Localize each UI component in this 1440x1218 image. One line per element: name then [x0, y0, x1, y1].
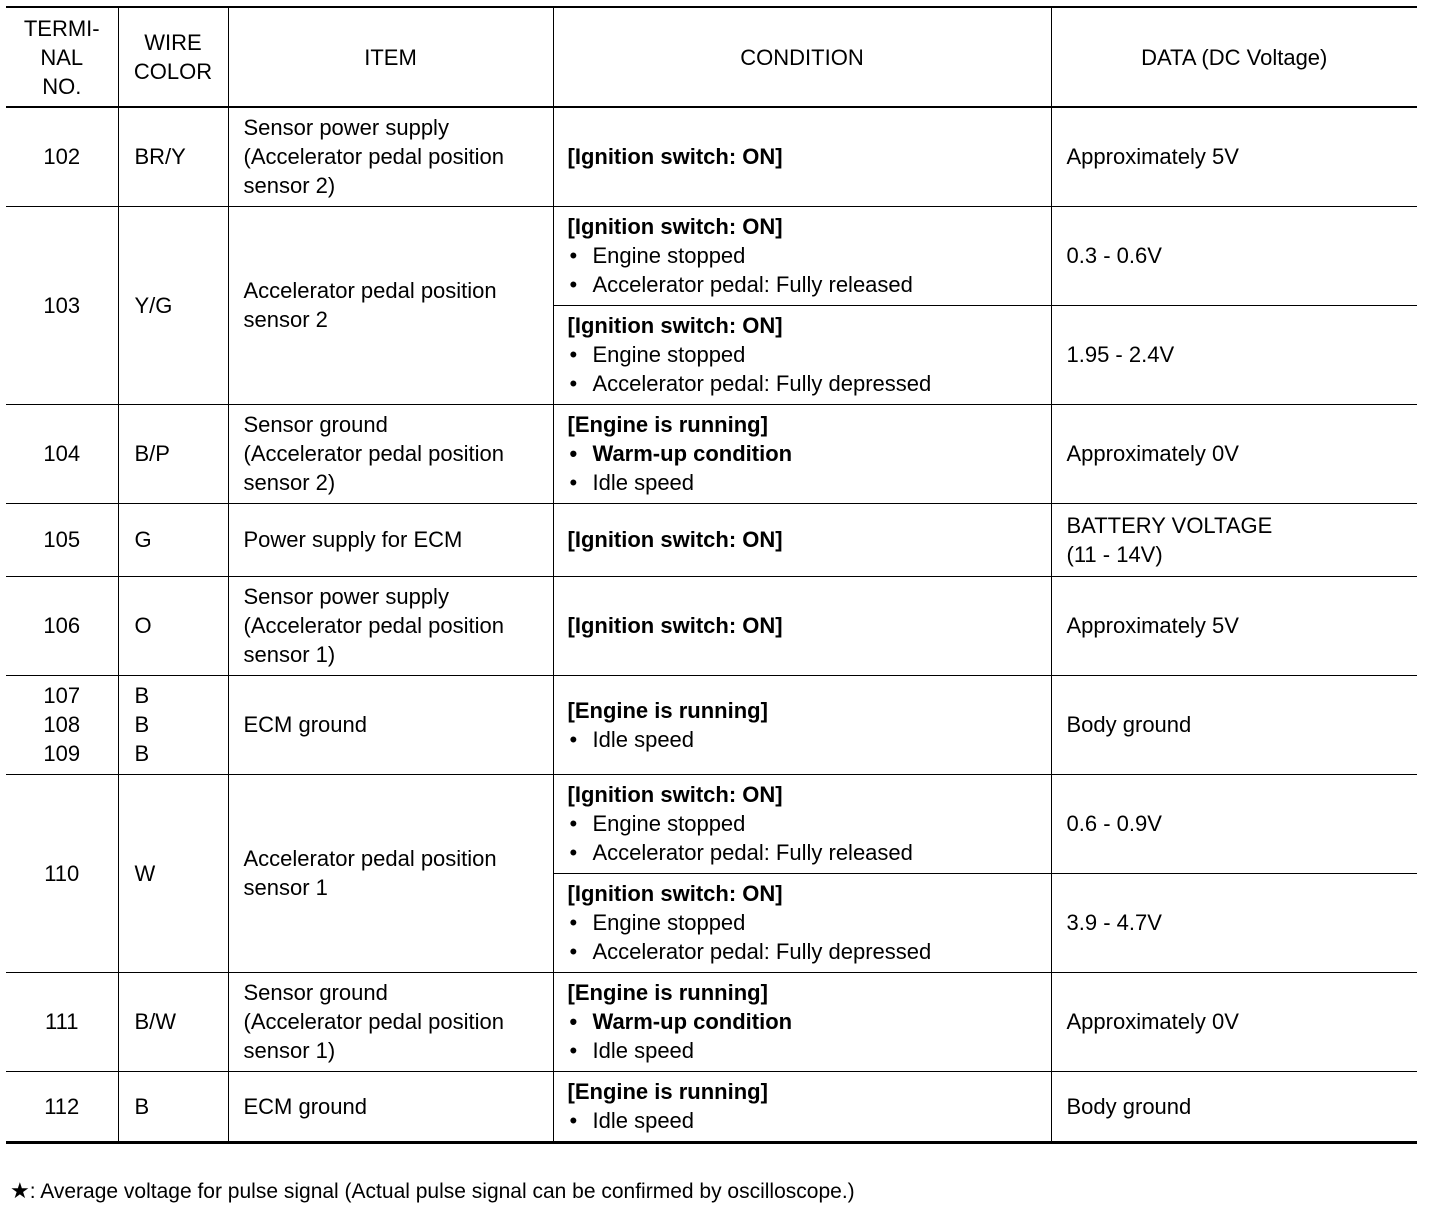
item-cell [228, 774, 553, 972]
dc-voltage-value: Approximately 5V [1066, 613, 1239, 638]
terminal-no: 110 [44, 860, 80, 886]
condition-heading: [Engine is running] [567, 697, 768, 723]
wire-color: O [134, 613, 152, 638]
data-cell [1051, 873, 1417, 972]
condition-item: • Idle speed [568, 1106, 1051, 1135]
condition-heading: [Engine is running] [567, 412, 768, 437]
condition-cell [553, 206, 1051, 305]
condition-list [568, 340, 1051, 398]
header-row [6, 7, 1417, 107]
star-icon: ★ [10, 1178, 30, 1203]
data-cell [1051, 503, 1417, 576]
item-text: Accelerator pedal position sensor 2 [243, 278, 497, 332]
item-text: ECM ground [243, 1093, 368, 1119]
item-cell [228, 206, 553, 404]
data-cell [1051, 972, 1417, 1071]
header-condition: CONDITION [553, 7, 1051, 107]
condition-item: • Accelerator pedal: Fully released [568, 838, 1051, 867]
wire-color: B/W [134, 1009, 177, 1034]
condition-item: • Accelerator pedal: Fully depressed [568, 937, 1051, 966]
header-data-dc-voltage: DATA (DC Voltage) [1051, 7, 1417, 107]
wire-color: Y/G [134, 292, 173, 318]
dc-voltage-value: Approximately 0V [1066, 441, 1239, 466]
condition-cell [553, 873, 1051, 972]
data-cell [1051, 576, 1417, 675]
dc-voltage-value: Approximately 5V [1066, 144, 1239, 170]
condition-item: • Engine stopped [568, 908, 1051, 937]
terminal-no-cell [6, 675, 118, 774]
condition-item: • Warm-up condition [568, 439, 1051, 468]
terminal-no: 106 [43, 613, 81, 638]
item-cell [228, 576, 553, 675]
condition-cell [553, 305, 1051, 404]
terminal-no-cell [6, 576, 118, 675]
dc-voltage-value: BATTERY VOLTAGE (11 - 14V) [1066, 512, 1273, 567]
condition-cell [553, 972, 1051, 1071]
data-cell [1051, 675, 1417, 774]
condition-heading: [Ignition switch: ON] [567, 881, 783, 906]
terminal-no-cell [6, 206, 118, 404]
footnote [10, 1176, 855, 1206]
terminal-no-cell [6, 107, 118, 206]
dc-voltage-value: 0.3 - 0.6V [1066, 243, 1162, 268]
condition-list [568, 908, 1051, 966]
terminal-no: 102 [43, 144, 81, 170]
condition-heading: [Ignition switch: ON] [567, 214, 783, 239]
condition-heading: [Ignition switch: ON] [567, 527, 783, 552]
condition-cell [553, 576, 1051, 675]
wire-color: B/P [134, 441, 170, 466]
wire-color-cell [118, 107, 228, 206]
terminal-no: 105 [43, 527, 81, 552]
condition-heading: [Engine is running] [567, 1079, 768, 1104]
condition-heading: [Ignition switch: ON] [567, 144, 783, 170]
condition-list [568, 1106, 1051, 1135]
terminal-no: 112 [44, 1093, 80, 1119]
condition-heading: [Ignition switch: ON] [567, 313, 783, 338]
header-item: ITEM [228, 7, 553, 107]
condition-item: • Idle speed [568, 725, 1051, 754]
condition-list [568, 241, 1051, 299]
table-row [6, 576, 1417, 675]
terminal-no-cell [6, 972, 118, 1071]
condition-item: • Engine stopped [568, 241, 1051, 270]
item-text: Power supply for ECM [243, 527, 463, 552]
dc-voltage-value: 0.6 - 0.9V [1066, 811, 1162, 836]
data-cell [1051, 1071, 1417, 1142]
condition-cell [553, 107, 1051, 206]
item-text: Sensor power supply (Accelerator pedal position sensor 2) [243, 115, 504, 199]
wire-color-cell [118, 404, 228, 503]
condition-cell [553, 1071, 1051, 1142]
condition-cell [553, 675, 1051, 774]
condition-item: • Warm-up condition [568, 1007, 1051, 1036]
table-body [6, 107, 1417, 1142]
wire-color-cell [118, 972, 228, 1071]
condition-item: • Engine stopped [568, 340, 1051, 369]
data-cell [1051, 107, 1417, 206]
table-header [6, 7, 1417, 107]
condition-list [568, 1007, 1051, 1065]
table-row [6, 503, 1417, 576]
terminal-no-cell [6, 404, 118, 503]
item-cell [228, 503, 553, 576]
condition-heading: [Ignition switch: ON] [567, 613, 783, 638]
condition-list [568, 725, 1051, 754]
dc-voltage-value: 3.9 - 4.7V [1066, 910, 1162, 935]
wire-color-cell [118, 1071, 228, 1142]
terminal-no-cell [6, 774, 118, 972]
condition-item: • Engine stopped [568, 809, 1051, 838]
table-row [6, 675, 1417, 774]
item-text: Sensor ground (Accelerator pedal position sensor 2) [243, 412, 504, 495]
wire-color: B B B [134, 683, 150, 766]
terminal-data-table [6, 6, 1417, 1144]
table-row [6, 206, 1417, 305]
data-cell [1051, 206, 1417, 305]
item-text: ECM ground [243, 712, 368, 737]
condition-item: • Accelerator pedal: Fully released [568, 270, 1051, 299]
item-text: Sensor ground (Accelerator pedal position sensor 1) [243, 980, 504, 1063]
wire-color-cell [118, 576, 228, 675]
condition-heading: [Ignition switch: ON] [567, 782, 783, 807]
footnote-text: : Average voltage for pulse signal (Actual pulse signal can be confirmed by oscilloscope.) [29, 1180, 855, 1203]
terminal-no-cell [6, 1071, 118, 1142]
table-row [6, 972, 1417, 1071]
wire-color: B [134, 1093, 150, 1119]
item-text: Sensor power supply (Accelerator pedal position sensor 1) [243, 584, 504, 667]
wire-color: W [134, 860, 156, 886]
header-wire-color: WIRE COLOR [118, 7, 228, 107]
condition-cell [553, 774, 1051, 873]
condition-item: • Accelerator pedal: Fully depressed [568, 369, 1051, 398]
table-row [6, 404, 1417, 503]
item-cell [228, 404, 553, 503]
table-row [6, 774, 1417, 873]
header-terminal-no: TERMI- NAL NO. [6, 7, 118, 107]
terminal-no: 111 [45, 1009, 79, 1034]
terminal-no: 104 [43, 441, 81, 466]
dc-voltage-value: Body ground [1066, 1093, 1192, 1119]
item-text: Accelerator pedal position sensor 1 [243, 846, 497, 900]
condition-heading: [Engine is running] [567, 980, 768, 1005]
table-row [6, 1071, 1417, 1142]
dc-voltage-value: Approximately 0V [1066, 1009, 1239, 1034]
item-cell [228, 107, 553, 206]
wire-color-cell [118, 675, 228, 774]
dc-voltage-value: Body ground [1066, 712, 1192, 737]
condition-cell [553, 404, 1051, 503]
item-cell [228, 675, 553, 774]
dc-voltage-value: 1.95 - 2.4V [1066, 342, 1175, 367]
condition-list [568, 439, 1051, 497]
condition-item: • Idle speed [568, 468, 1051, 497]
condition-item: • Idle speed [568, 1036, 1051, 1065]
data-cell [1051, 774, 1417, 873]
condition-cell [553, 503, 1051, 576]
wire-color-cell [118, 503, 228, 576]
wire-color: BR/Y [134, 144, 186, 170]
terminal-no: 103 [43, 292, 81, 318]
wire-color-cell [118, 206, 228, 404]
wire-color: G [134, 527, 152, 552]
data-cell [1051, 404, 1417, 503]
terminal-no-cell [6, 503, 118, 576]
terminal-no: 107 108 109 [43, 683, 81, 766]
wire-color-cell [118, 774, 228, 972]
item-cell [228, 972, 553, 1071]
table-row [6, 107, 1417, 206]
data-cell [1051, 305, 1417, 404]
condition-list [568, 809, 1051, 867]
item-cell [228, 1071, 553, 1142]
